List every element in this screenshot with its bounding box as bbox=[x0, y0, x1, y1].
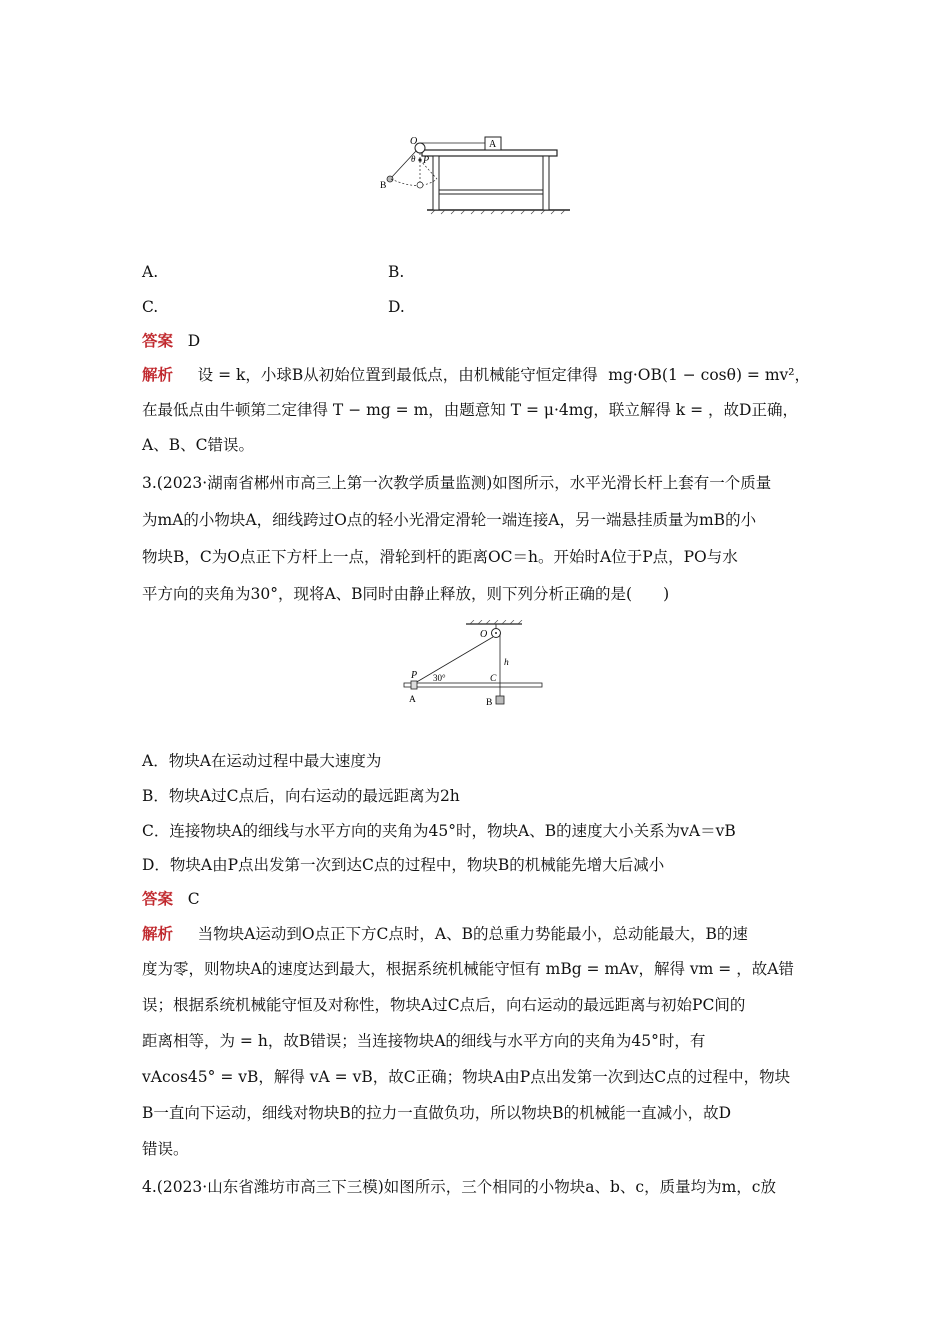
q3-analysis-line-4: 距离相等，为 = h，故B错误；当连接物块A的细线与水平方向的夹角为45°时，有 bbox=[142, 1032, 706, 1050]
q2-answer-value: D bbox=[187, 332, 201, 350]
q3-analysis-line-1 bbox=[142, 923, 810, 945]
q2-option-a: A. bbox=[142, 263, 159, 281]
q4-stem-line-1: 4.(2023·山东省潍坊市高三下三模)如图所示，三个相同的小物块a、b、c，质量均为m，c放 bbox=[142, 1178, 776, 1196]
figure2-label-p: P bbox=[411, 670, 418, 681]
q3-analysis-line-3: 误；根据系统机械能守恒及对称性，物块A过C点后，向右运动的最远距离与初始PC间的 bbox=[142, 996, 746, 1014]
figure2-label-a: A bbox=[409, 695, 416, 705]
q3-answer-value: C bbox=[187, 890, 200, 908]
q2-answer-label: 答案 bbox=[142, 331, 174, 350]
figure1-label-o: O bbox=[410, 136, 418, 147]
q3-analysis-line-7: 错误。 bbox=[142, 1140, 189, 1158]
q2-analysis-label: 解析 bbox=[142, 365, 174, 384]
q3-analysis-line-2: 度为零，则物块A的速度达到最大，根据系统机械能守恒有 mBg = mAv，解得 vm = ，故A错 bbox=[142, 960, 794, 978]
figure1-label-b: B bbox=[380, 181, 387, 191]
q3-analysis-label: 解析 bbox=[142, 924, 174, 943]
q2-answer bbox=[142, 330, 810, 352]
q3-option-b: B．物块A过C点后，向右运动的最远距离为2h bbox=[142, 787, 460, 805]
q3-answer-label: 答案 bbox=[142, 889, 174, 908]
q2-option-b: B. bbox=[388, 263, 405, 281]
figure1-label-a: A bbox=[489, 139, 497, 150]
q2-analysis-line-2: 在最低点由牛顿第二定律得 T − mg = m，由题意知 T = μ·4mg，联立解得 k = ，故D正确， bbox=[142, 401, 798, 419]
q3-option-d: D．物块A由P点出发第一次到达C点的过程中，物块B的机械能先增大后减小 bbox=[142, 856, 665, 874]
q3-analysis-text-1: 当物块A运动到O点正下方C点时，A、B的总重力势能最小，总动能最大，B的速 bbox=[197, 925, 748, 943]
figure2-label-angle: 30° bbox=[433, 673, 446, 683]
figure2-label-o: O bbox=[480, 629, 488, 640]
figure-table-pendulum bbox=[375, 130, 575, 215]
q3-stem-line-2: 为mA的小物块A，细线跨过O点的轻小光滑定滑轮一端连接A，另一端悬挂质量为mB的小 bbox=[142, 511, 757, 529]
figure2-label-c: C bbox=[490, 674, 497, 684]
figure-rod-pulley bbox=[400, 620, 550, 710]
q3-answer bbox=[142, 888, 810, 910]
figure2-label-h: h bbox=[504, 658, 509, 668]
q3-option-a: A．物块A在运动过程中最大速度为 bbox=[142, 752, 382, 770]
q3-stem-line-4: 平方向的夹角为30°，现将A、B同时由静止释放，则下列分析正确的是( ) bbox=[142, 585, 670, 603]
q2-option-d: D. bbox=[388, 298, 405, 316]
q2-analysis-text-1a: 设 = k，小球B从初始位置到最低点，由机械能守恒定律得 bbox=[197, 366, 598, 384]
q2-analysis-line-3: A、B、C错误。 bbox=[142, 436, 254, 454]
q3-analysis-line-5: vAcos45° = vB，解得 vA = vB，故C正确；物块A由P点出发第一次到达C点的过程中，物块 bbox=[142, 1068, 791, 1086]
q2-analysis-line-1 bbox=[142, 364, 810, 386]
q3-stem-line-1: 3.(2023·湖南省郴州市高三上第一次教学质量监测)如图所示，水平光滑长杆上套有一个质量 bbox=[142, 474, 772, 492]
q3-stem-line-3: 物块B，C为O点正下方杆上一点，滑轮到杆的距离OC＝h。开始时A位于P点，PO与水 bbox=[142, 548, 738, 566]
q3-option-c: C．连接物块A的细线与水平方向的夹角为45°时，物块A、B的速度大小关系为vA＝vB bbox=[142, 822, 736, 840]
figure1-label-theta: θ bbox=[411, 154, 416, 164]
q3-analysis-line-6: B一直向下运动，细线对物块B的拉力一直做负功，所以物块B的机械能一直减小，故D bbox=[142, 1104, 732, 1122]
figure2-label-b: B bbox=[486, 698, 493, 708]
q2-option-c: C. bbox=[142, 298, 159, 316]
figure1-label-p: P bbox=[423, 155, 430, 166]
q2-analysis-text-1b: mg·OB(1 − cosθ) = mv²， bbox=[608, 366, 810, 384]
